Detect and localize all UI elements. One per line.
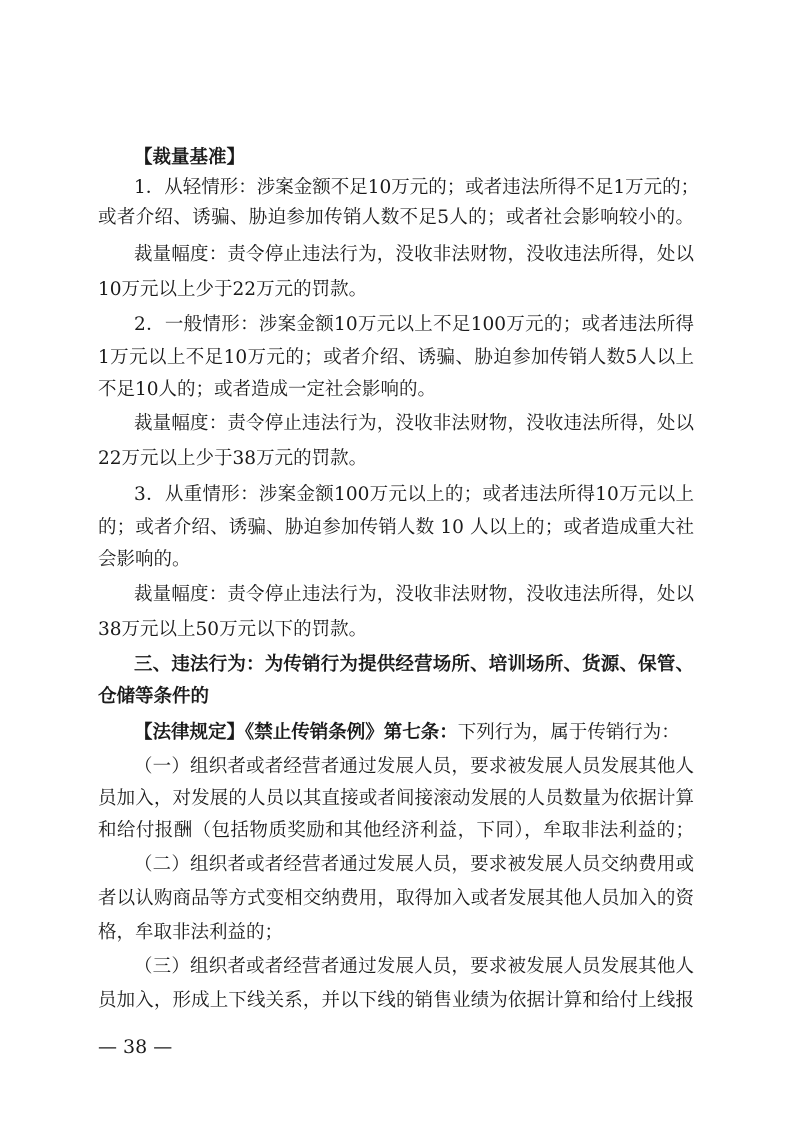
paragraph-line: 裁量幅度：责令停止违法行为，没收非法财物，没收违法所得，处以	[134, 413, 694, 434]
paragraph-line: 裁量幅度：责令停止违法行为，没收非法财物，没收违法所得，处以	[134, 244, 694, 265]
paragraph-line: 或者介绍、诱骗、胁迫参加传销人数不足5人的；或者社会影响较小的。	[98, 207, 694, 228]
paragraph-line: 38万元以上50万元以下的罚款。	[98, 619, 368, 640]
heading-discretion-standard: 【裁量基准】	[134, 147, 246, 168]
paragraph-line: （二）组织者或者经营者通过发展人员，要求被发展人员交纳费用或	[134, 854, 694, 875]
paragraph-line: 格，牟取非法利益的；	[98, 922, 284, 943]
paragraph-line: 裁量幅度：责令停止违法行为，没收非法财物，没收违法所得，处以	[134, 584, 694, 605]
paragraph-line: 的；或者介绍、诱骗、胁迫参加传销人数 10 人以上的；或者造成重大社	[98, 517, 694, 538]
paragraph-line: （三）组织者或者经营者通过发展人员，要求被发展人员发展其他人	[134, 956, 694, 977]
paragraph-line: 1万元以上不足10万元的；或者介绍、诱骗、胁迫参加传销人数5人以上	[98, 347, 694, 368]
page-number: — 38 —	[98, 1036, 173, 1058]
legal-provision-line	[134, 718, 694, 748]
paragraph-line: 员加入，形成上下线关系，并以下线的销售业绩为依据计算和给付上线报	[98, 990, 694, 1011]
legal-provision-heading: 【法律规定】《禁止传销条例》第七条：	[134, 722, 458, 743]
paragraph-line: 2．一般情形：涉案金额10万元以上不足100万元的；或者违法所得	[134, 314, 694, 335]
paragraph-line: 不足10人的；或者造成一定社会影响的。	[98, 379, 437, 400]
section-heading-line: 仓储等条件的	[98, 686, 210, 707]
paragraph-line: 者以认购商品等方式变相交纳费用，取得加入或者发展其他人员加入的资	[98, 888, 694, 909]
paragraph-line: 22万元以上少于38万元的罚款。	[98, 448, 368, 469]
paragraph-line: （一）组织者或者经营者通过发展人员，要求被发展人员发展其他人	[134, 756, 694, 777]
paragraph-line: 会影响的。	[98, 549, 191, 570]
paragraph-line: 3．从重情形：涉案金额100万元以上的；或者违法所得10万元以上	[134, 484, 694, 505]
paragraph-line: 1．从轻情形：涉案金额不足10万元的；或者违法所得不足1万元的；	[134, 177, 700, 198]
paragraph-line: 和给付报酬（包括物质奖励和其他经济利益，下同），牟取非法利益的；	[98, 820, 694, 841]
section-heading-line: 三、违法行为：为传销行为提供经营场所、培训场所、货源、保管、	[134, 654, 694, 675]
legal-provision-lead: 下列行为，属于传销行为：	[457, 722, 680, 743]
paragraph-line: 10万元以上少于22万元的罚款。	[98, 279, 368, 300]
paragraph-line: 员加入，对发展的人员以其直接或者间接滚动发展的人员数量为依据计算	[98, 788, 694, 809]
